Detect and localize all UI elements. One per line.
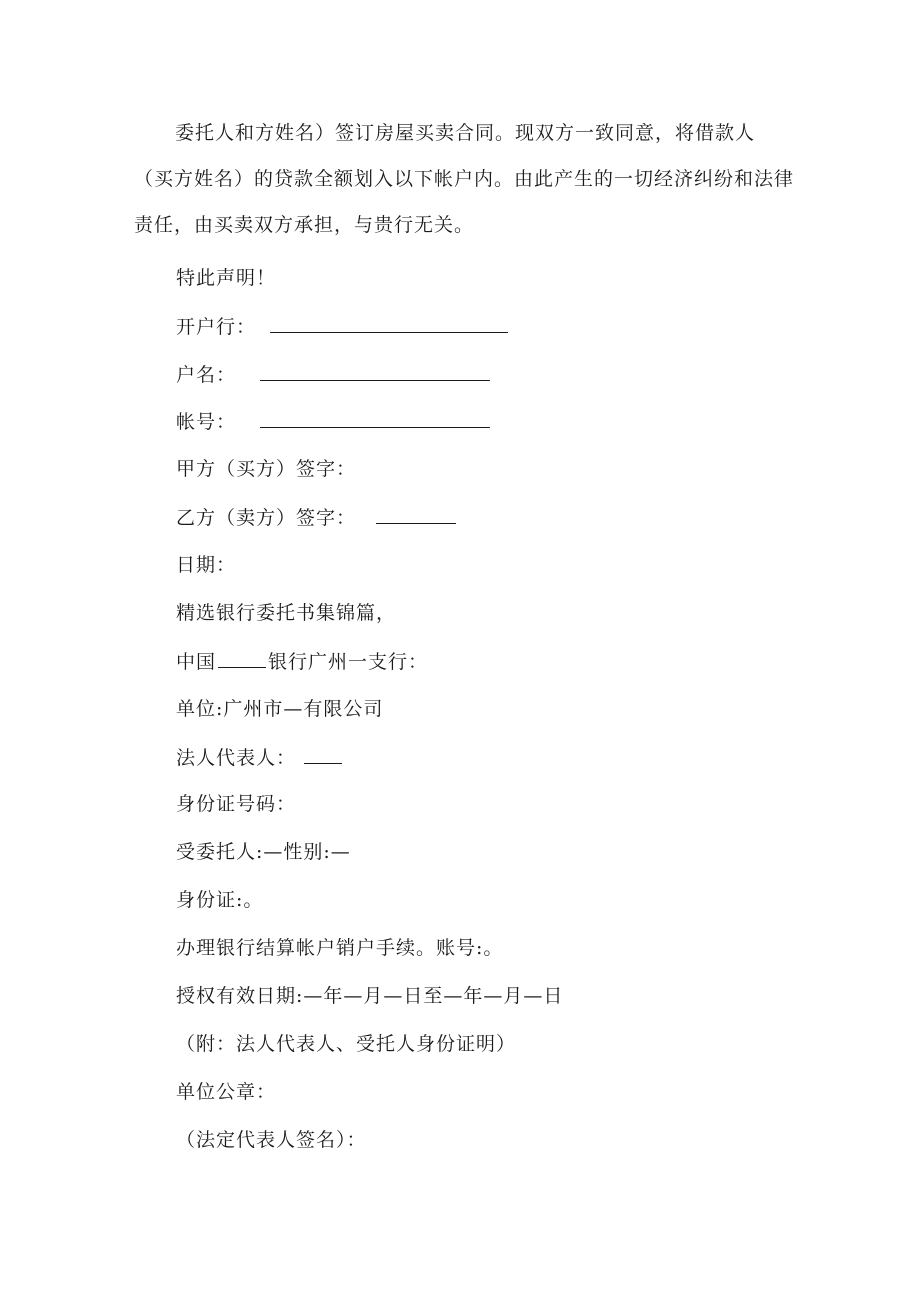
buyer-signature-line: 甲方（买方）签字： xyxy=(176,458,357,480)
addressee-prefix: 中国 xyxy=(176,651,217,673)
seal-line: 单位公章： xyxy=(176,1081,277,1103)
intro-paragraph: 委托人和方姓名）签订房屋买卖合同。现双方一致同意，将借款人（买方姓名）的贷款全额划入以下帐户内。由此产生的一切经济纠纷和法律责任，由买卖双方承担，与贵行无关。 xyxy=(134,122,795,236)
legal-rep-label: 法人代表人： xyxy=(176,747,297,769)
account-number-blank xyxy=(260,409,490,428)
account-name-blank xyxy=(260,362,490,381)
unit-line: 单位:广州市—有限公司 xyxy=(176,698,384,720)
addressee-line xyxy=(176,649,428,674)
bank-branch-blank xyxy=(218,649,266,668)
account-name-label: 户名： xyxy=(176,364,237,386)
legal-signature-line: （法定代表人签名）： xyxy=(176,1129,367,1151)
declaration-line: 特此声明！ xyxy=(176,267,277,289)
bank-label: 开户行： xyxy=(176,316,257,338)
validity-line: 授权有效日期:—年—月—日至—年—月—日 xyxy=(176,985,564,1007)
id-number-line: 身份证号码： xyxy=(176,793,297,815)
account-name-field xyxy=(176,362,490,387)
attachment-line: （附：法人代表人、受托人身份证明） xyxy=(176,1033,517,1055)
bank-field xyxy=(176,314,508,339)
legal-rep-blank xyxy=(304,745,342,764)
date-line: 日期： xyxy=(176,554,237,576)
handle-line: 办理银行结算帐户销户手续。账号:。 xyxy=(176,937,504,959)
addressee-suffix: 银行广州一支行： xyxy=(268,651,429,673)
seller-signature-label: 乙方（卖方）签字： xyxy=(176,507,357,529)
id-card-line: 身份证:。 xyxy=(176,889,264,911)
bank-blank xyxy=(270,314,508,333)
account-number-field xyxy=(176,409,490,434)
account-number-label: 帐号： xyxy=(176,411,237,433)
agent-line: 受委托人:—性别:— xyxy=(176,841,351,863)
legal-rep-field xyxy=(176,745,342,770)
section-title: 精选银行委托书集锦篇， xyxy=(176,602,397,624)
seller-signature-field xyxy=(176,505,456,530)
seller-signature-blank xyxy=(376,505,456,524)
